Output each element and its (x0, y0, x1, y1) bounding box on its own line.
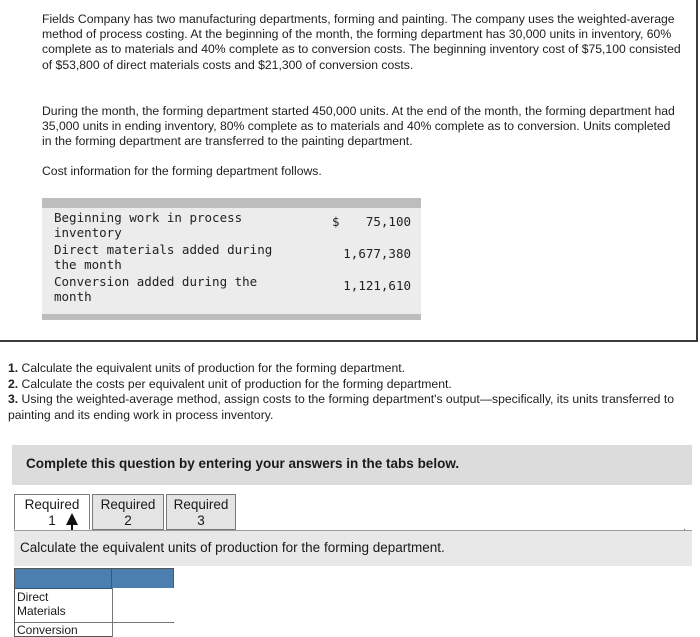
currency-symbol: $ (332, 214, 340, 229)
cost-row-value: 1,121,610 (343, 278, 411, 293)
question-item: 3. Using the weighted-average method, assign costs to the forming department's output—specifically, its units transferred to painting and its ending work in process inventory. (8, 392, 674, 422)
problem-paragraph-3: Cost information for the forming department follows. (42, 164, 322, 178)
question-list (8, 361, 688, 423)
question-item: 2. Calculate the costs per equivalent unit of production for the forming department. (8, 376, 452, 391)
cost-row-conversion (42, 274, 421, 304)
tab-instruction-text: Calculate the equivalent units of production for the forming department. (20, 540, 445, 555)
answer-row-label-conversion: Conversion (17, 623, 78, 637)
question-item: 1. Calculate the equivalent units of production for the forming department. (8, 361, 406, 375)
table-bottom-rule (42, 314, 421, 320)
tab-instruction-bar (14, 531, 692, 566)
tab-required-2[interactable]: Required 2 (92, 494, 164, 530)
cost-information-table (42, 198, 421, 320)
cost-row-label: Conversion added during the month (54, 274, 258, 304)
dot-mark: · (683, 524, 687, 535)
cost-row-label: Direct materials added during the month (54, 242, 273, 272)
instructions-banner (12, 445, 692, 485)
conversion-input[interactable] (112, 623, 174, 637)
tab-required-1[interactable]: Required 1 (14, 494, 90, 530)
answer-row-label-direct-materials: Direct Materials (17, 590, 66, 618)
tab-required-3[interactable]: Required 3 (166, 494, 236, 530)
equivalent-units-answer-table (14, 568, 174, 637)
cost-row-beginning-wip (42, 210, 421, 240)
answer-table-header (15, 569, 173, 589)
mouse-pointer-tail (71, 522, 73, 530)
cost-row-value: 75,100 (365, 214, 411, 229)
problem-paragraph-1: Fields Company has two manufacturing departments, forming and painting. The company uses the weighted-average method of process costing. At the beginning of the month, the forming department has 30,000 units in inventory, 60% complete as to materials and 40% complete as to conversion costs. The beginning inventory cost of $75,100 consisted of $53,800 of direct materials costs and $21,300 of conversion costs. (42, 12, 681, 72)
cost-row-label: Beginning work in process inventory (54, 210, 243, 240)
problem-paragraph-2: During the month, the forming department started 450,000 units. At the end of the month, the forming department had 35,000 units in ending inventory, 80% complete as to materials and 40% complete as to conversion. Units completed in the forming department are transferred to the painting department. (42, 104, 675, 149)
banner-text: Complete this question by entering your answers in the tabs below. (26, 456, 460, 471)
header-divider (111, 569, 112, 588)
direct-materials-input[interactable] (112, 588, 174, 622)
cost-row-value: 1,677,380 (343, 246, 411, 261)
cost-row-direct-materials (42, 242, 421, 272)
